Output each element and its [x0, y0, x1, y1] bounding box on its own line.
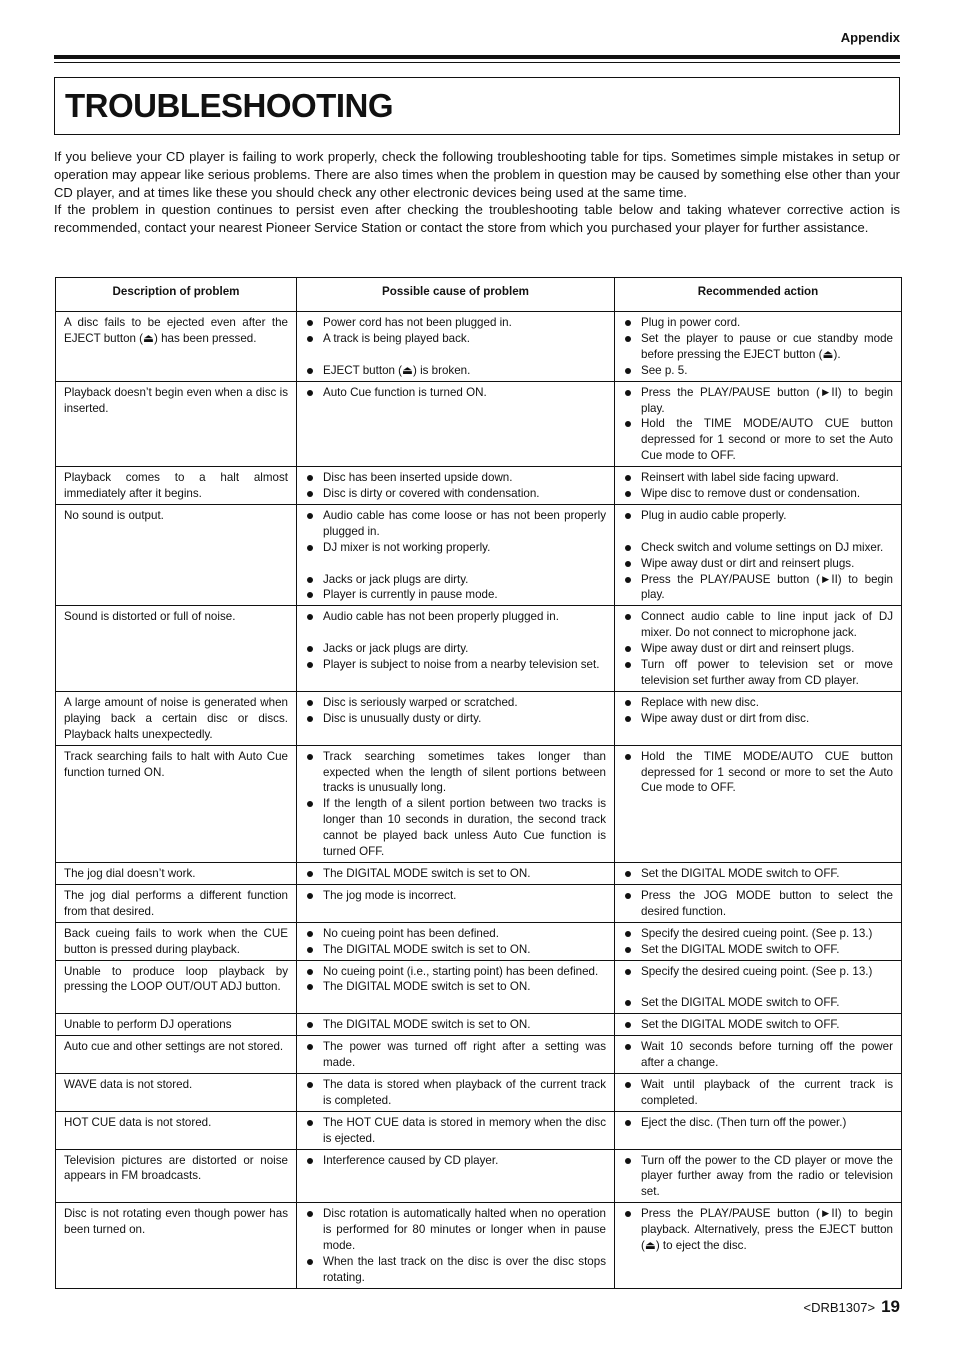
action-item: Wipe away dust or dirt and reinsert plugs. — [623, 641, 893, 657]
problem-description: Disc is not rotating even though power has been turned on. — [56, 1203, 297, 1289]
action-item: Turn off the power to the CD player or move the player further away from the radio or television set. — [623, 1153, 893, 1201]
table-row — [56, 1149, 902, 1203]
cause-item: Audio cable has not been properly plugged in. — [305, 609, 606, 625]
cause-cell — [297, 691, 615, 745]
cause-item: A track is being played back. — [305, 331, 606, 347]
cause-item: The DIGITAL MODE switch is set to ON. — [305, 866, 606, 882]
problem-description: HOT CUE data is not stored. — [56, 1111, 297, 1149]
problem-description: WAVE data is not stored. — [56, 1073, 297, 1111]
action-list — [623, 1206, 893, 1254]
cause-item: The DIGITAL MODE switch is set to ON. — [305, 979, 606, 995]
action-cell — [615, 1111, 902, 1149]
table-row — [56, 862, 902, 884]
action-item: Set the DIGITAL MODE switch to OFF. — [623, 1017, 893, 1033]
action-item: Turn off power to television set or move television set further away from CD player. — [623, 657, 893, 689]
cause-list — [305, 1077, 606, 1109]
action-list — [623, 866, 893, 882]
cause-cell — [297, 381, 615, 467]
cause-item: Disc has been inserted upside down. — [305, 470, 606, 486]
cause-list — [305, 866, 606, 882]
action-item: Set the DIGITAL MODE switch to OFF. — [623, 995, 893, 1011]
cause-item: Interference caused by CD player. — [305, 1153, 606, 1169]
action-cell — [615, 691, 902, 745]
problem-description: A disc fails to be ejected even after the EJECT button (⏏) has been pressed. — [56, 312, 297, 382]
cause-item: When the last track on the disc is over the disc stops rotating. — [305, 1254, 606, 1286]
cause-item: If the length of a silent portion between two tracks is longer than 10 seconds in duration, the second track cannot be played back unless Auto Cue function is turned OFF. — [305, 796, 606, 860]
page-title: TROUBLESHOOTING — [65, 87, 393, 124]
cause-item: Player is subject to noise from a nearby television set. — [305, 657, 606, 673]
cause-cell — [297, 1149, 615, 1203]
problem-description: Television pictures are distorted or noise appears in FM broadcasts. — [56, 1149, 297, 1203]
table-row — [56, 960, 902, 1014]
table-row — [56, 381, 902, 467]
table-row — [56, 504, 902, 605]
cause-item: The data is stored when playback of the current track is completed. — [305, 1077, 606, 1109]
action-cell — [615, 922, 902, 960]
cause-item: Audio cable has come loose or has not been properly plugged in. — [305, 508, 606, 540]
cause-list — [305, 470, 606, 502]
cause-list — [305, 888, 606, 904]
action-cell — [615, 862, 902, 884]
table-row — [56, 1036, 902, 1074]
action-cell — [615, 606, 902, 692]
problem-description: A large amount of noise is generated when playing back a certain disc or discs. Playback halts unexpectedly. — [56, 691, 297, 745]
action-item: Replace with new disc. — [623, 695, 893, 711]
problem-description: Auto cue and other settings are not stored. — [56, 1036, 297, 1074]
column-header-action: Recommended action — [615, 278, 902, 312]
cause-item: Player is currently in pause mode. — [305, 587, 606, 603]
cause-item: No cueing point has been defined. — [305, 926, 606, 942]
cause-item: Disc is dirty or covered with condensation. — [305, 486, 606, 502]
cause-cell — [297, 745, 615, 862]
cause-list — [305, 315, 606, 379]
cause-cell — [297, 504, 615, 605]
cause-item: The jog mode is incorrect. — [305, 888, 606, 904]
cause-cell — [297, 467, 615, 505]
action-list — [623, 315, 893, 379]
cause-cell — [297, 1073, 615, 1111]
problem-description: No sound is output. — [56, 504, 297, 605]
cause-item: Power cord has not been plugged in. — [305, 315, 606, 331]
action-item: Check switch and volume settings on DJ mixer. — [623, 540, 893, 556]
action-cell — [615, 1149, 902, 1203]
action-item: Wipe away dust or dirt and reinsert plugs. — [623, 556, 893, 572]
cause-item: The DIGITAL MODE switch is set to ON. — [305, 942, 606, 958]
page-footer — [804, 1297, 900, 1317]
cause-item: Disc is seriously warped or scratched. — [305, 695, 606, 711]
action-list — [623, 1017, 893, 1033]
action-cell — [615, 467, 902, 505]
cause-cell — [297, 606, 615, 692]
action-item: Press the JOG MODE button to select the desired function. — [623, 888, 893, 920]
action-item: Set the DIGITAL MODE switch to OFF. — [623, 942, 893, 958]
problem-description: Back cueing fails to work when the CUE button is pressed during playback. — [56, 922, 297, 960]
cause-cell — [297, 922, 615, 960]
table-row — [56, 884, 902, 922]
cause-list — [305, 1039, 606, 1071]
list-spacer — [623, 979, 893, 995]
action-cell — [615, 1073, 902, 1111]
problem-description: The jog dial performs a different function from that desired. — [56, 884, 297, 922]
action-item: Hold the TIME MODE/AUTO CUE button depressed for 1 second or more to set the Auto Cue mode to OFF. — [623, 749, 893, 797]
list-spacer — [305, 625, 606, 641]
action-list — [623, 695, 893, 727]
cause-item: No cueing point (i.e., starting point) has been defined. — [305, 964, 606, 980]
table-row — [56, 467, 902, 505]
cause-item: EJECT button (⏏) is broken. — [305, 363, 606, 379]
action-item: Hold the TIME MODE/AUTO CUE button depressed for 1 second or more to set the Auto Cue mode to OFF. — [623, 416, 893, 464]
action-item: Wipe away dust or dirt from disc. — [623, 711, 893, 727]
document-code: <DRB1307> — [803, 1300, 876, 1315]
action-cell — [615, 960, 902, 1014]
cause-cell — [297, 1203, 615, 1289]
cause-list — [305, 926, 606, 958]
cause-list — [305, 385, 606, 401]
problem-description: Unable to produce loop playback by pressing the LOOP OUT/OUT ADJ button. — [56, 960, 297, 1014]
action-list — [623, 508, 893, 603]
cause-cell — [297, 312, 615, 382]
table-row — [56, 1073, 902, 1111]
header-rule-thick — [54, 55, 900, 59]
cause-list — [305, 749, 606, 860]
intro-paragraph: If the problem in question continues to persist even after checking the troubleshooting table below and taking whatever corrective action is recommended, contact your nearest Pioneer Service Station or contact the store from which you purchased your player for further assistance. — [54, 202, 900, 236]
action-list — [623, 964, 893, 1012]
action-list — [623, 888, 893, 920]
cause-item: Jacks or jack plugs are dirty. — [305, 572, 606, 588]
column-header-cause: Possible cause of problem — [297, 278, 615, 312]
action-item: Press the PLAY/PAUSE button (►II) to begin play. — [623, 385, 893, 417]
table-row — [56, 606, 902, 692]
problem-description: Track searching fails to halt with Auto Cue function turned ON. — [56, 745, 297, 862]
action-list — [623, 1153, 893, 1201]
table-row — [56, 312, 902, 382]
cause-item: The power was turned off right after a setting was made. — [305, 1039, 606, 1071]
action-cell — [615, 312, 902, 382]
action-item: Set the player to pause or cue standby mode before pressing the EJECT button (⏏). — [623, 331, 893, 363]
cause-cell — [297, 862, 615, 884]
cause-item: Disc is unusually dusty or dirty. — [305, 711, 606, 727]
cause-item: Disc rotation is automatically halted when no operation is performed for 80 minutes or longer when in pause mode. — [305, 1206, 606, 1254]
cause-cell — [297, 1014, 615, 1036]
table-body — [56, 312, 902, 1289]
action-list — [623, 1039, 893, 1071]
cause-list — [305, 1017, 606, 1033]
problem-description: The jog dial doesn’t work. — [56, 862, 297, 884]
action-cell — [615, 504, 902, 605]
action-item: Connect audio cable to line input jack of DJ mixer. Do not connect to microphone jack. — [623, 609, 893, 641]
action-item: Press the PLAY/PAUSE button (►II) to begin play. — [623, 572, 893, 604]
action-item: Reinsert with label side facing upward. — [623, 470, 893, 486]
action-list — [623, 749, 893, 797]
problem-description: Unable to perform DJ operations — [56, 1014, 297, 1036]
cause-cell — [297, 1111, 615, 1149]
table-row — [56, 1014, 902, 1036]
action-item: Wait until playback of the current track is completed. — [623, 1077, 893, 1109]
table-row — [56, 1111, 902, 1149]
table-row — [56, 691, 902, 745]
troubleshooting-table — [55, 277, 902, 1289]
action-cell — [615, 1036, 902, 1074]
action-item: Wait 10 seconds before turning off the power after a change. — [623, 1039, 893, 1071]
action-item: Specify the desired cueing point. (See p. 13.) — [623, 964, 893, 980]
cause-list — [305, 695, 606, 727]
action-item: Press the PLAY/PAUSE button (►II) to begin playback. Alternatively, press the EJECT button (⏏) to eject the disc. — [623, 1206, 893, 1254]
action-item: See p. 5. — [623, 363, 893, 379]
cause-list — [305, 508, 606, 603]
list-spacer — [305, 347, 606, 363]
cause-list — [305, 964, 606, 996]
intro-text — [54, 148, 900, 237]
action-item: Plug in audio cable properly. — [623, 508, 893, 524]
table-header-row — [56, 278, 902, 312]
action-item: Set the DIGITAL MODE switch to OFF. — [623, 866, 893, 882]
list-spacer — [623, 524, 893, 540]
action-cell — [615, 745, 902, 862]
action-item: Specify the desired cueing point. (See p. 13.) — [623, 926, 893, 942]
cause-item: The HOT CUE data is stored in memory when the disc is ejected. — [305, 1115, 606, 1147]
problem-description: Playback doesn’t begin even when a disc is inserted. — [56, 381, 297, 467]
action-list — [623, 926, 893, 958]
table-row — [56, 745, 902, 862]
action-list — [623, 609, 893, 689]
cause-cell — [297, 960, 615, 1014]
cause-item: Track searching sometimes takes longer than expected when the length of silent portions between tracks is unusually long. — [305, 749, 606, 797]
action-list — [623, 470, 893, 502]
action-list — [623, 1077, 893, 1109]
cause-list — [305, 1115, 606, 1147]
cause-list — [305, 1206, 606, 1286]
action-list — [623, 1115, 893, 1131]
title-box — [54, 77, 900, 135]
action-cell — [615, 1014, 902, 1036]
action-item: Wipe disc to remove dust or condensation. — [623, 486, 893, 502]
table-row — [56, 922, 902, 960]
column-header-problem: Description of problem — [56, 278, 297, 312]
action-item: Eject the disc. (Then turn off the power.) — [623, 1115, 893, 1131]
cause-cell — [297, 884, 615, 922]
table-row — [56, 1203, 902, 1289]
action-cell — [615, 381, 902, 467]
header-rule-thin — [54, 62, 900, 63]
cause-item: Jacks or jack plugs are dirty. — [305, 641, 606, 657]
action-list — [623, 385, 893, 465]
cause-item: Auto Cue function is turned ON. — [305, 385, 606, 401]
cause-item: DJ mixer is not working properly. — [305, 540, 606, 556]
section-label: Appendix — [840, 30, 900, 45]
action-item: Plug in power cord. — [623, 315, 893, 331]
problem-description: Playback comes to a halt almost immediately after it begins. — [56, 467, 297, 505]
problem-description: Sound is distorted or full of noise. — [56, 606, 297, 692]
cause-item: The DIGITAL MODE switch is set to ON. — [305, 1017, 606, 1033]
page-number: 19 — [881, 1297, 900, 1316]
cause-list — [305, 1153, 606, 1169]
cause-list — [305, 609, 606, 673]
intro-paragraph: If you believe your CD player is failing to work properly, check the following troubleshooting table for tips. Sometimes simple mistakes in setup or operation may appear like serious problems. There are also times when the problem in question may be caused by something else other than your CD player, and at times like these you should check any other electronic devices being used at the same time. — [54, 149, 900, 200]
cause-cell — [297, 1036, 615, 1074]
action-cell — [615, 1203, 902, 1289]
action-cell — [615, 884, 902, 922]
list-spacer — [305, 556, 606, 572]
